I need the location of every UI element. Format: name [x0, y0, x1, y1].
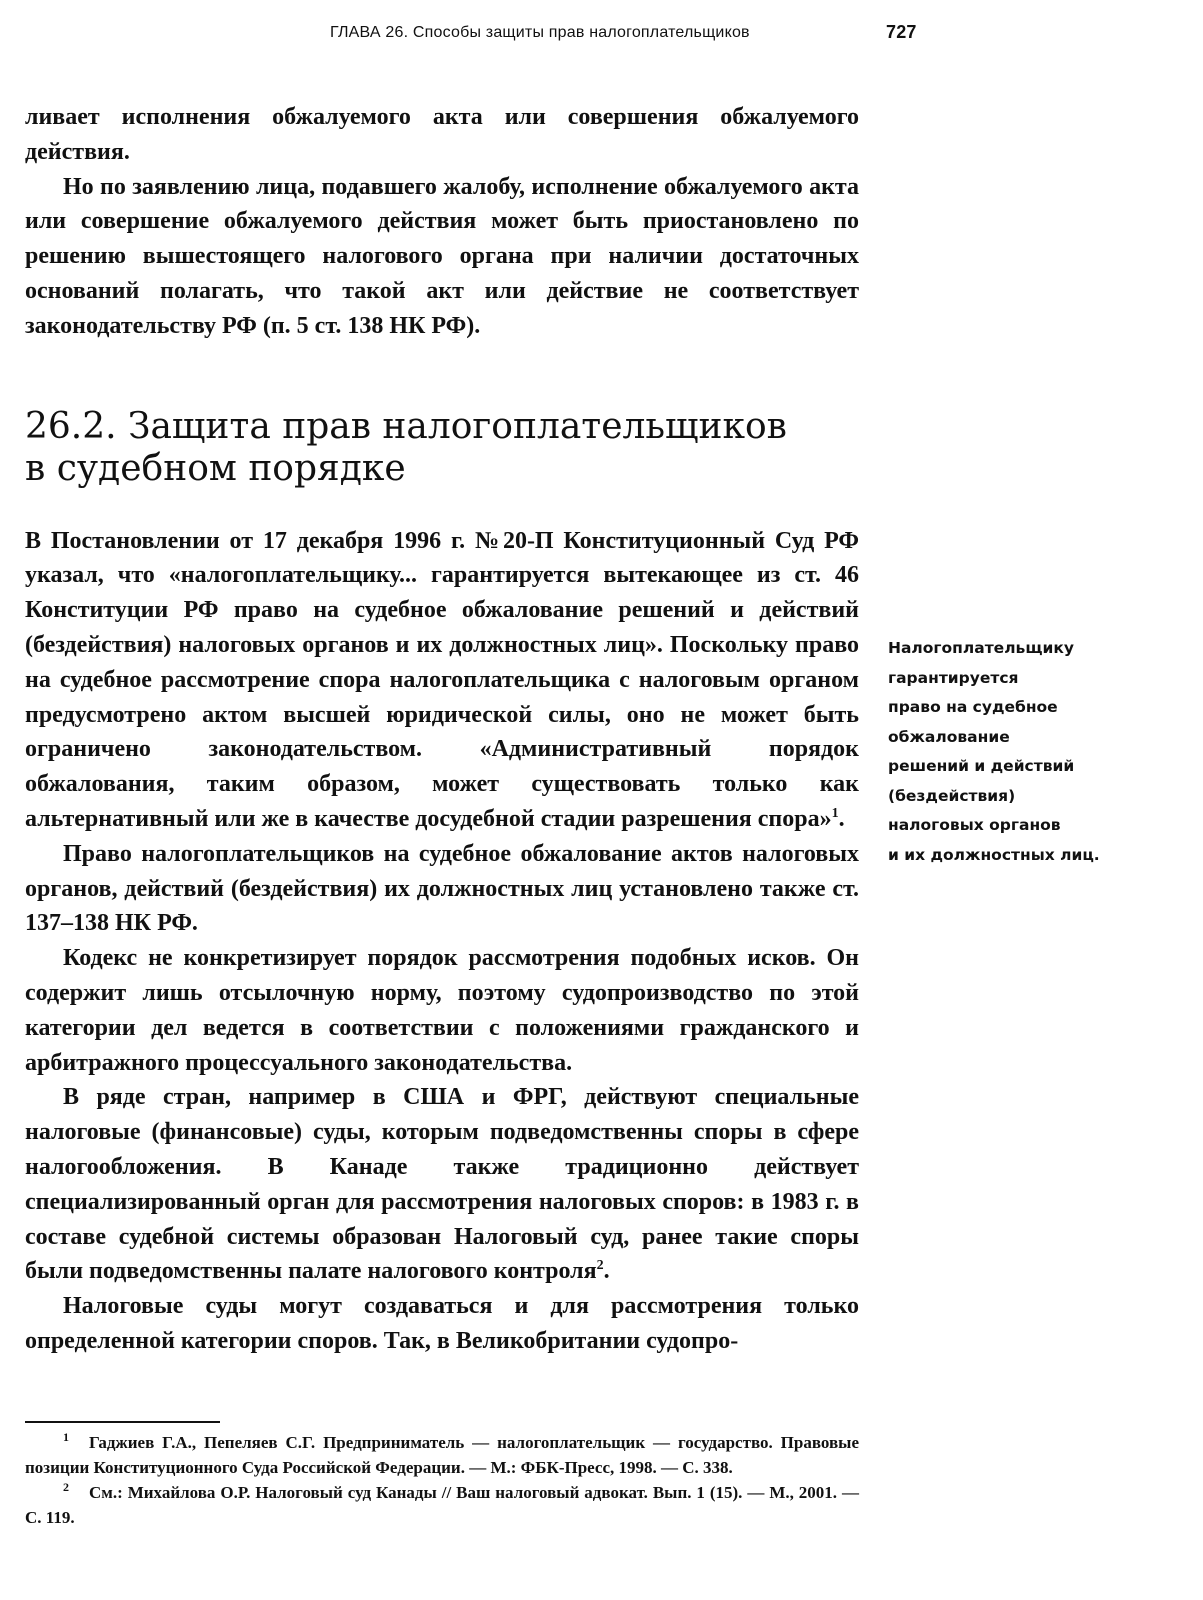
- paragraph-right: Право налогоплательщиков на судебное обжалование актов налоговых органов, действий (бездействия) их должностных лиц установлено также ст. 137–138 НК РФ.: [25, 840, 859, 937]
- footnote-divider: [25, 1421, 220, 1423]
- margin-note-line: решений и действий: [888, 757, 1075, 775]
- margin-note: [888, 634, 1158, 870]
- main-text: [25, 100, 859, 1359]
- paragraph-suspension: Но по заявлению лица, подавшего жалобу, исполнение обжалуемого акта или совершение обжалуемого действия может быть приостановлено по решению вышестоящего налогового органа при наличии достаточных оснований полагать, что такой акт или действие не соответствует законодательству РФ (п. 5 ст. 138 НК РФ).: [25, 173, 859, 339]
- chapter-title: ГЛАВА 26. Способы защиты прав налогоплательщиков: [330, 24, 750, 41]
- footnote-text: Гаджиев Г.А., Пепеляев С.Г. Предприниматель — налогоплательщик — государство. Правовые позиции Конституционного Суда Российской Федерации. — М.: ФБК-Пресс, 1998. — С. 338.: [25, 1433, 859, 1477]
- running-header: [330, 20, 930, 48]
- margin-note-line: (бездействия): [888, 786, 1016, 805]
- paragraph-courts: Налоговые суды могут создаваться и для рассмотрения только определенной категории споров. Так, в Великобритании судопро-: [25, 1293, 859, 1354]
- paragraph-ruling-text: В Постановлении от 17 декабря 1996 г. №20-П Конституционный Суд РФ указал, что «налогоплательщику... гарантируется вытекающее из ст. 46 Конституции РФ право на судебное обжалование решений и действий (бездействия) налоговых органов и их должностных лиц». Поскольку право на судебное рассмотрение спора налогоплательщика с налоговым органом предусмотрено актом высшей юридической силы, оно не может быть ограничено законодательством. «Административный порядок обжалования, таким образом, может существовать только как альтернативный или же в качестве досудебной стадии разрешения спора»: [25, 527, 859, 832]
- margin-note-line: Налогоплательщику: [888, 639, 1074, 657]
- paragraph-ruling: В Постановлении от 17 декабря 1996 г. №20-П Конституционный Суд РФ указал, что «налогоплательщику... гарантируется вытекающее из ст. 46 Конституции РФ право на судебное обжалование решений и действий (бездействия) налоговых органов и их должностных лиц». Поскольку право на судебное рассмотрение спора налогоплательщика с налоговым органом предусмотрено актом высшей юридической силы, оно не может быть ограничено законодательством. «Административный порядок обжалования, таким образом, может существовать только как альтернативный или же в качестве досудебной стадии разрешения спора»$^1$.: [25, 527, 859, 832]
- margin-note-line: обжалование: [888, 727, 1010, 746]
- page-number: 727: [886, 22, 917, 42]
- paragraph-countries: В ряде стран, например в США и ФРГ, действуют специальные налоговые (финансовые) суды, которым подведомственны споры в сфере налогообложения. В Канаде также традиционно действует специализированный орган для рассмотрения налоговых споров: в 1983 г. в составе судебной системы образован Налоговый суд, ранее такие споры были подведомственны палате налогового контроля$^2$.: [25, 1084, 859, 1285]
- footnote-ref-2: 2: [596, 1258, 604, 1274]
- footnote-text: См.: Михайлова О.Р. Налоговый суд Канады // Ваш налоговый адвокат. Вып. 1 (15). — М., 2001. — С. 119.: [25, 1483, 859, 1527]
- margin-note-line: право на судебное: [888, 698, 1058, 716]
- footnote-mark: 1: [63, 1430, 69, 1445]
- section-title: 26.2. Защита прав налогоплательщиков в судебном порядке: [25, 405, 787, 489]
- footnotes: [25, 1430, 859, 1530]
- paragraph-code: Кодекс не конкретизирует порядок рассмотрения подобных исков. Он содержит лишь отсылочную норму, поэтому судопроизводство по этой категории дел ведется в соответствии с положениями гражданского и арбитражного процессуального законодательства.: [25, 945, 859, 1076]
- margin-note-line: налоговых органов: [888, 816, 1061, 834]
- footnote-1: [25, 1430, 859, 1480]
- footnote-mark: 2: [63, 1480, 69, 1495]
- margin-note-line: гарантируется: [888, 668, 1019, 687]
- footnote-ref-1: 1: [831, 805, 839, 821]
- paragraph-continuation: ливает исполнения обжалуемого акта или совершения обжалуемого действия.: [25, 104, 859, 165]
- paragraph-countries-text: В ряде стран, например в США и ФРГ, действуют специальные налоговые (финансовые) суды, которым подведомственны споры в сфере налогообложения. В Канаде также традиционно действует специализированный орган для рассмотрения налоговых споров: в 1983 г. в составе судебной системы образован Налоговый суд, ранее такие споры были подведомственны палате налогового контроля: [25, 1084, 859, 1285]
- margin-note-line: и их должностных лиц.: [888, 845, 1100, 864]
- footnote-2: [25, 1480, 859, 1530]
